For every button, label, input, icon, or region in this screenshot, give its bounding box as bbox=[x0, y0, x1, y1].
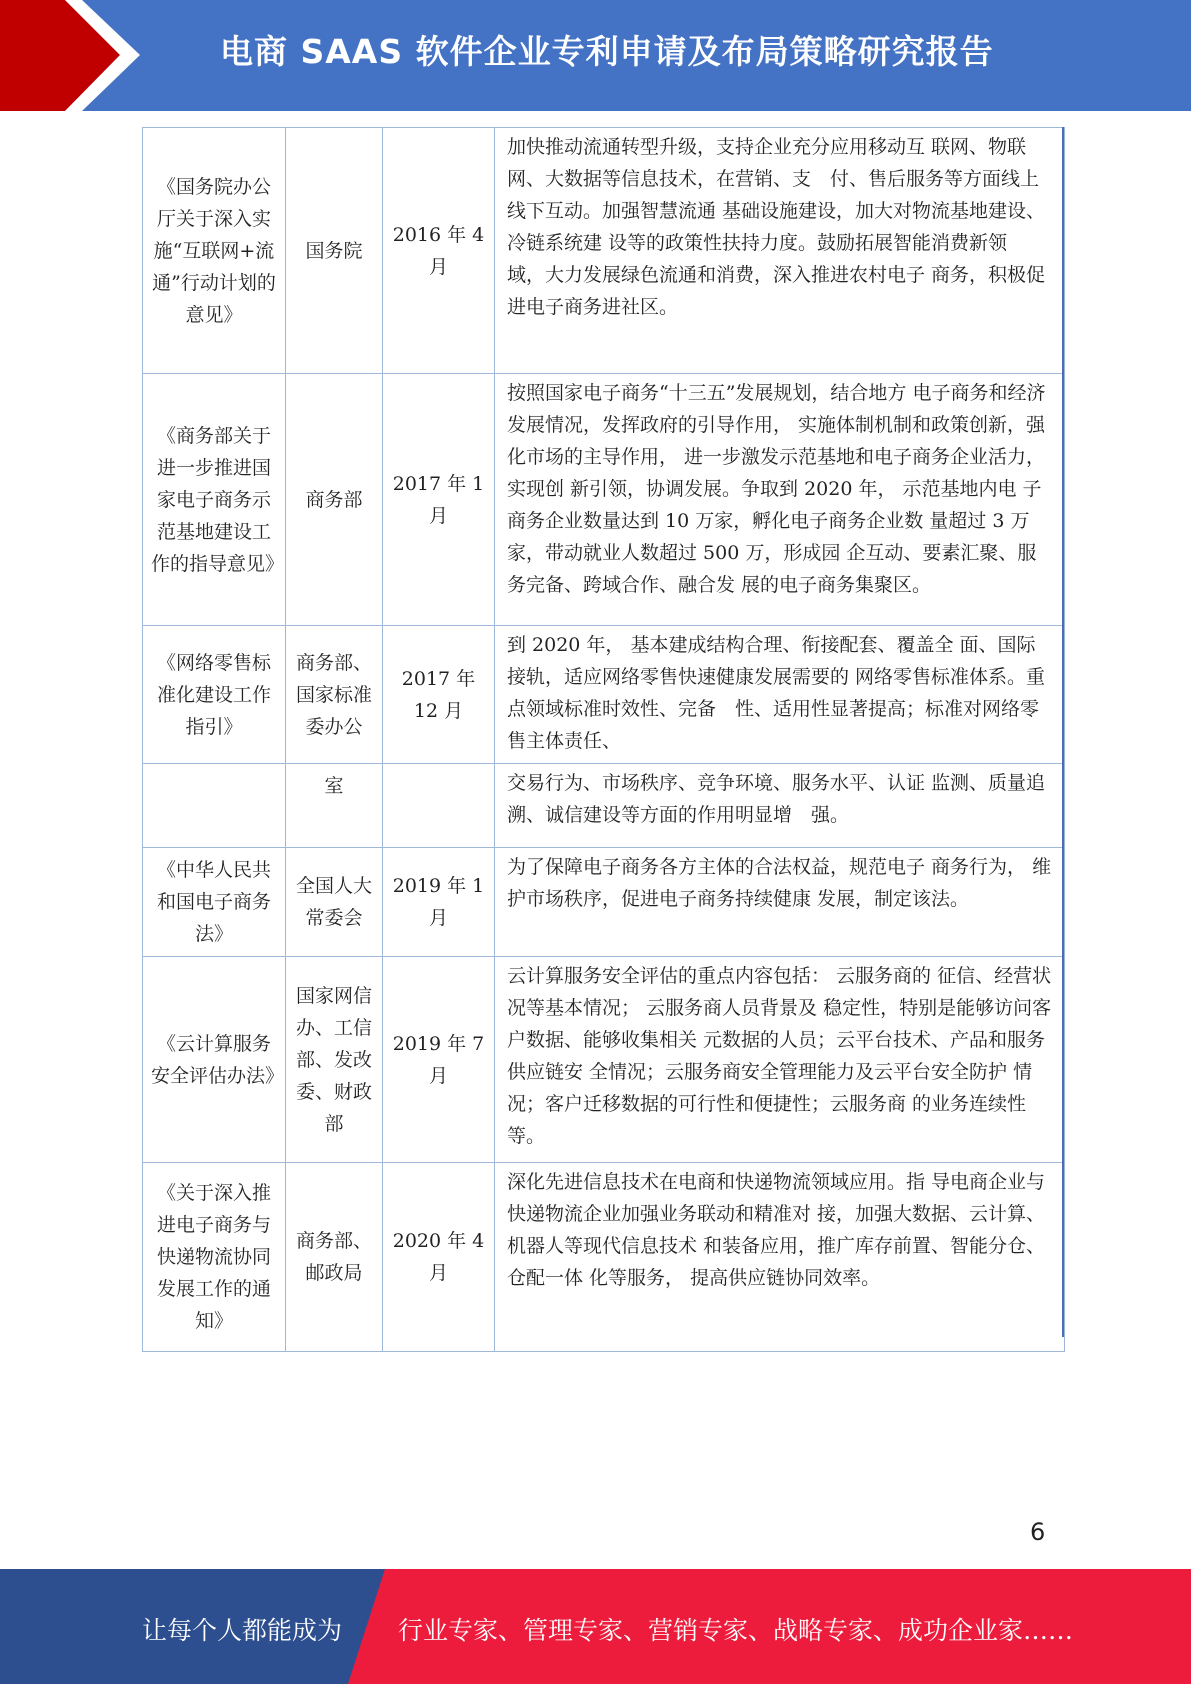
issuing-org-cell: 国家网信办、工信部、发改委、财政部 bbox=[286, 957, 383, 1163]
table-row bbox=[143, 848, 1065, 957]
document-title: 电商 SAAS 软件企业专利申请及布局策略研究报告 bbox=[220, 32, 994, 71]
header-arrow-decoration bbox=[0, 0, 160, 111]
page-footer bbox=[0, 1569, 1191, 1684]
policy-title-cell: 《商务部关于进一步推进国家电子商务示范基地建设工作的指导意见》 bbox=[143, 374, 286, 626]
policy-title-cell: 《云计算服务安全评估办法》 bbox=[143, 957, 286, 1163]
table-row bbox=[143, 957, 1065, 1163]
issue-date-cell: 2019 年 7 月 bbox=[383, 957, 495, 1163]
policy-content-cell: 云计算服务安全评估的重点内容包括： 云服务商的 征信、经营状况等基本情况； 云服务商人员背景及 稳定性，特别是能够访问客户数据、能够收集相关 元数据的人员；云平台技术、产品和服务供应链安 全情况；云服务商安全管理能力及云平台安全防护 情况；客户迁移数据的可行性和便捷性；云服务商 的业务连续性等。 bbox=[495, 957, 1065, 1163]
footer-slogan-left: 让每个人都能成为 bbox=[142, 1616, 343, 1645]
policy-content-cell: 加快推动流通转型升级，支持企业充分应用移动互 联网、物联网、大数据等信息技术，在营销、支 付、售后服务等方面线上线下互动。加强智慧流通 基础设施建设，加大对物流基地建设、冷链系统建 设等的政策性扶持力度。鼓励拓展智能消费新领 域，大力发展绿色流通和消费，深入推进农村电子 商务，积极促进电子商务进社区。 bbox=[495, 128, 1065, 374]
policy-table-wrapper bbox=[142, 127, 1064, 1352]
policy-title-cell: 《网络零售标准化建设工作指引》 bbox=[143, 626, 286, 764]
policy-content-cell: 按照国家电子商务“十三五”发展规划，结合地方 电子商务和经济发展情况，发挥政府的引导作用， 实施体制机制和政策创新，强化市场的主导作用， 进一步激发示范基地和电子商务企业活力，实现创 新引领，协调发展。争取到 2020 年， 示范基地内电 子商务企业数量达到 10 万家，孵化电子商务企业数 量超过 3 万家，带动就业人数超过 500 万，形成园 企互动、要素汇聚、服务完备、跨域合作、融合发 展的电子商务集聚区。 bbox=[495, 374, 1065, 626]
issue-date-cell: 2017 年 1 月 bbox=[383, 374, 495, 626]
policy-content-cell: 交易行为、市场秩序、竞争环境、服务水平、认证 监测、质量追溯、诚信建设等方面的作用明显增 强。 bbox=[495, 764, 1065, 848]
page-header bbox=[0, 0, 1191, 111]
issue-date-cell bbox=[383, 764, 495, 848]
policy-content-cell: 深化先进信息技术在电商和快递物流领域应用。指 导电商企业与快递物流企业加强业务联动和精准对 接，加强大数据、云计算、机器人等现代信息技术 和装备应用，推广库存前置、智能分仓、仓配一体 化等服务， 提高供应链协同效率。 bbox=[495, 1163, 1065, 1352]
policy-title-cell bbox=[143, 764, 286, 848]
policy-title-cell: 《关于深入推进电子商务与快递物流协同发展工作的通知》 bbox=[143, 1163, 286, 1352]
policy-content-cell: 到 2020 年， 基本建成结构合理、衔接配套、覆盖全 面、国际接轨，适应网络零售快速健康发展需要的 网络零售标准体系。重点领域标准时效性、完备 性、适用性显著提高；标准对网络零售主体责任、 bbox=[495, 626, 1065, 764]
table-row bbox=[143, 764, 1065, 848]
issue-date-cell: 2016 年 4 月 bbox=[383, 128, 495, 374]
table-row bbox=[143, 626, 1065, 764]
issuing-org-cell: 商务部 bbox=[286, 374, 383, 626]
table-row bbox=[143, 374, 1065, 626]
footer-slogan-right: 行业专家、管理专家、营销专家、战略专家、成功企业家…… bbox=[398, 1616, 1074, 1645]
policy-table bbox=[142, 127, 1065, 1352]
issue-date-cell: 2020 年 4 月 bbox=[383, 1163, 495, 1352]
table-row bbox=[143, 1163, 1065, 1352]
issuing-org-cell: 商务部、邮政局 bbox=[286, 1163, 383, 1352]
table-right-border bbox=[1062, 127, 1064, 1337]
issue-date-cell: 2019 年 1 月 bbox=[383, 848, 495, 957]
issuing-org-cell: 室 bbox=[286, 764, 383, 848]
issuing-org-cell: 商务部、国家标准委办公 bbox=[286, 626, 383, 764]
issue-date-cell: 2017 年 12 月 bbox=[383, 626, 495, 764]
page-number: 6 bbox=[1030, 1518, 1046, 1546]
policy-title-cell: 《国务院办公厅关于深入实施“互联网+流通”行动计划的意见》 bbox=[143, 128, 286, 374]
policy-title-cell: 《中华人民共和国电子商务法》 bbox=[143, 848, 286, 957]
table-row bbox=[143, 128, 1065, 374]
issuing-org-cell: 国务院 bbox=[286, 128, 383, 374]
policy-content-cell: 为了保障电子商务各方主体的合法权益，规范电子 商务行为， 维护市场秩序，促进电子商务持续健康 发展，制定该法。 bbox=[495, 848, 1065, 957]
issuing-org-cell: 全国人大常委会 bbox=[286, 848, 383, 957]
